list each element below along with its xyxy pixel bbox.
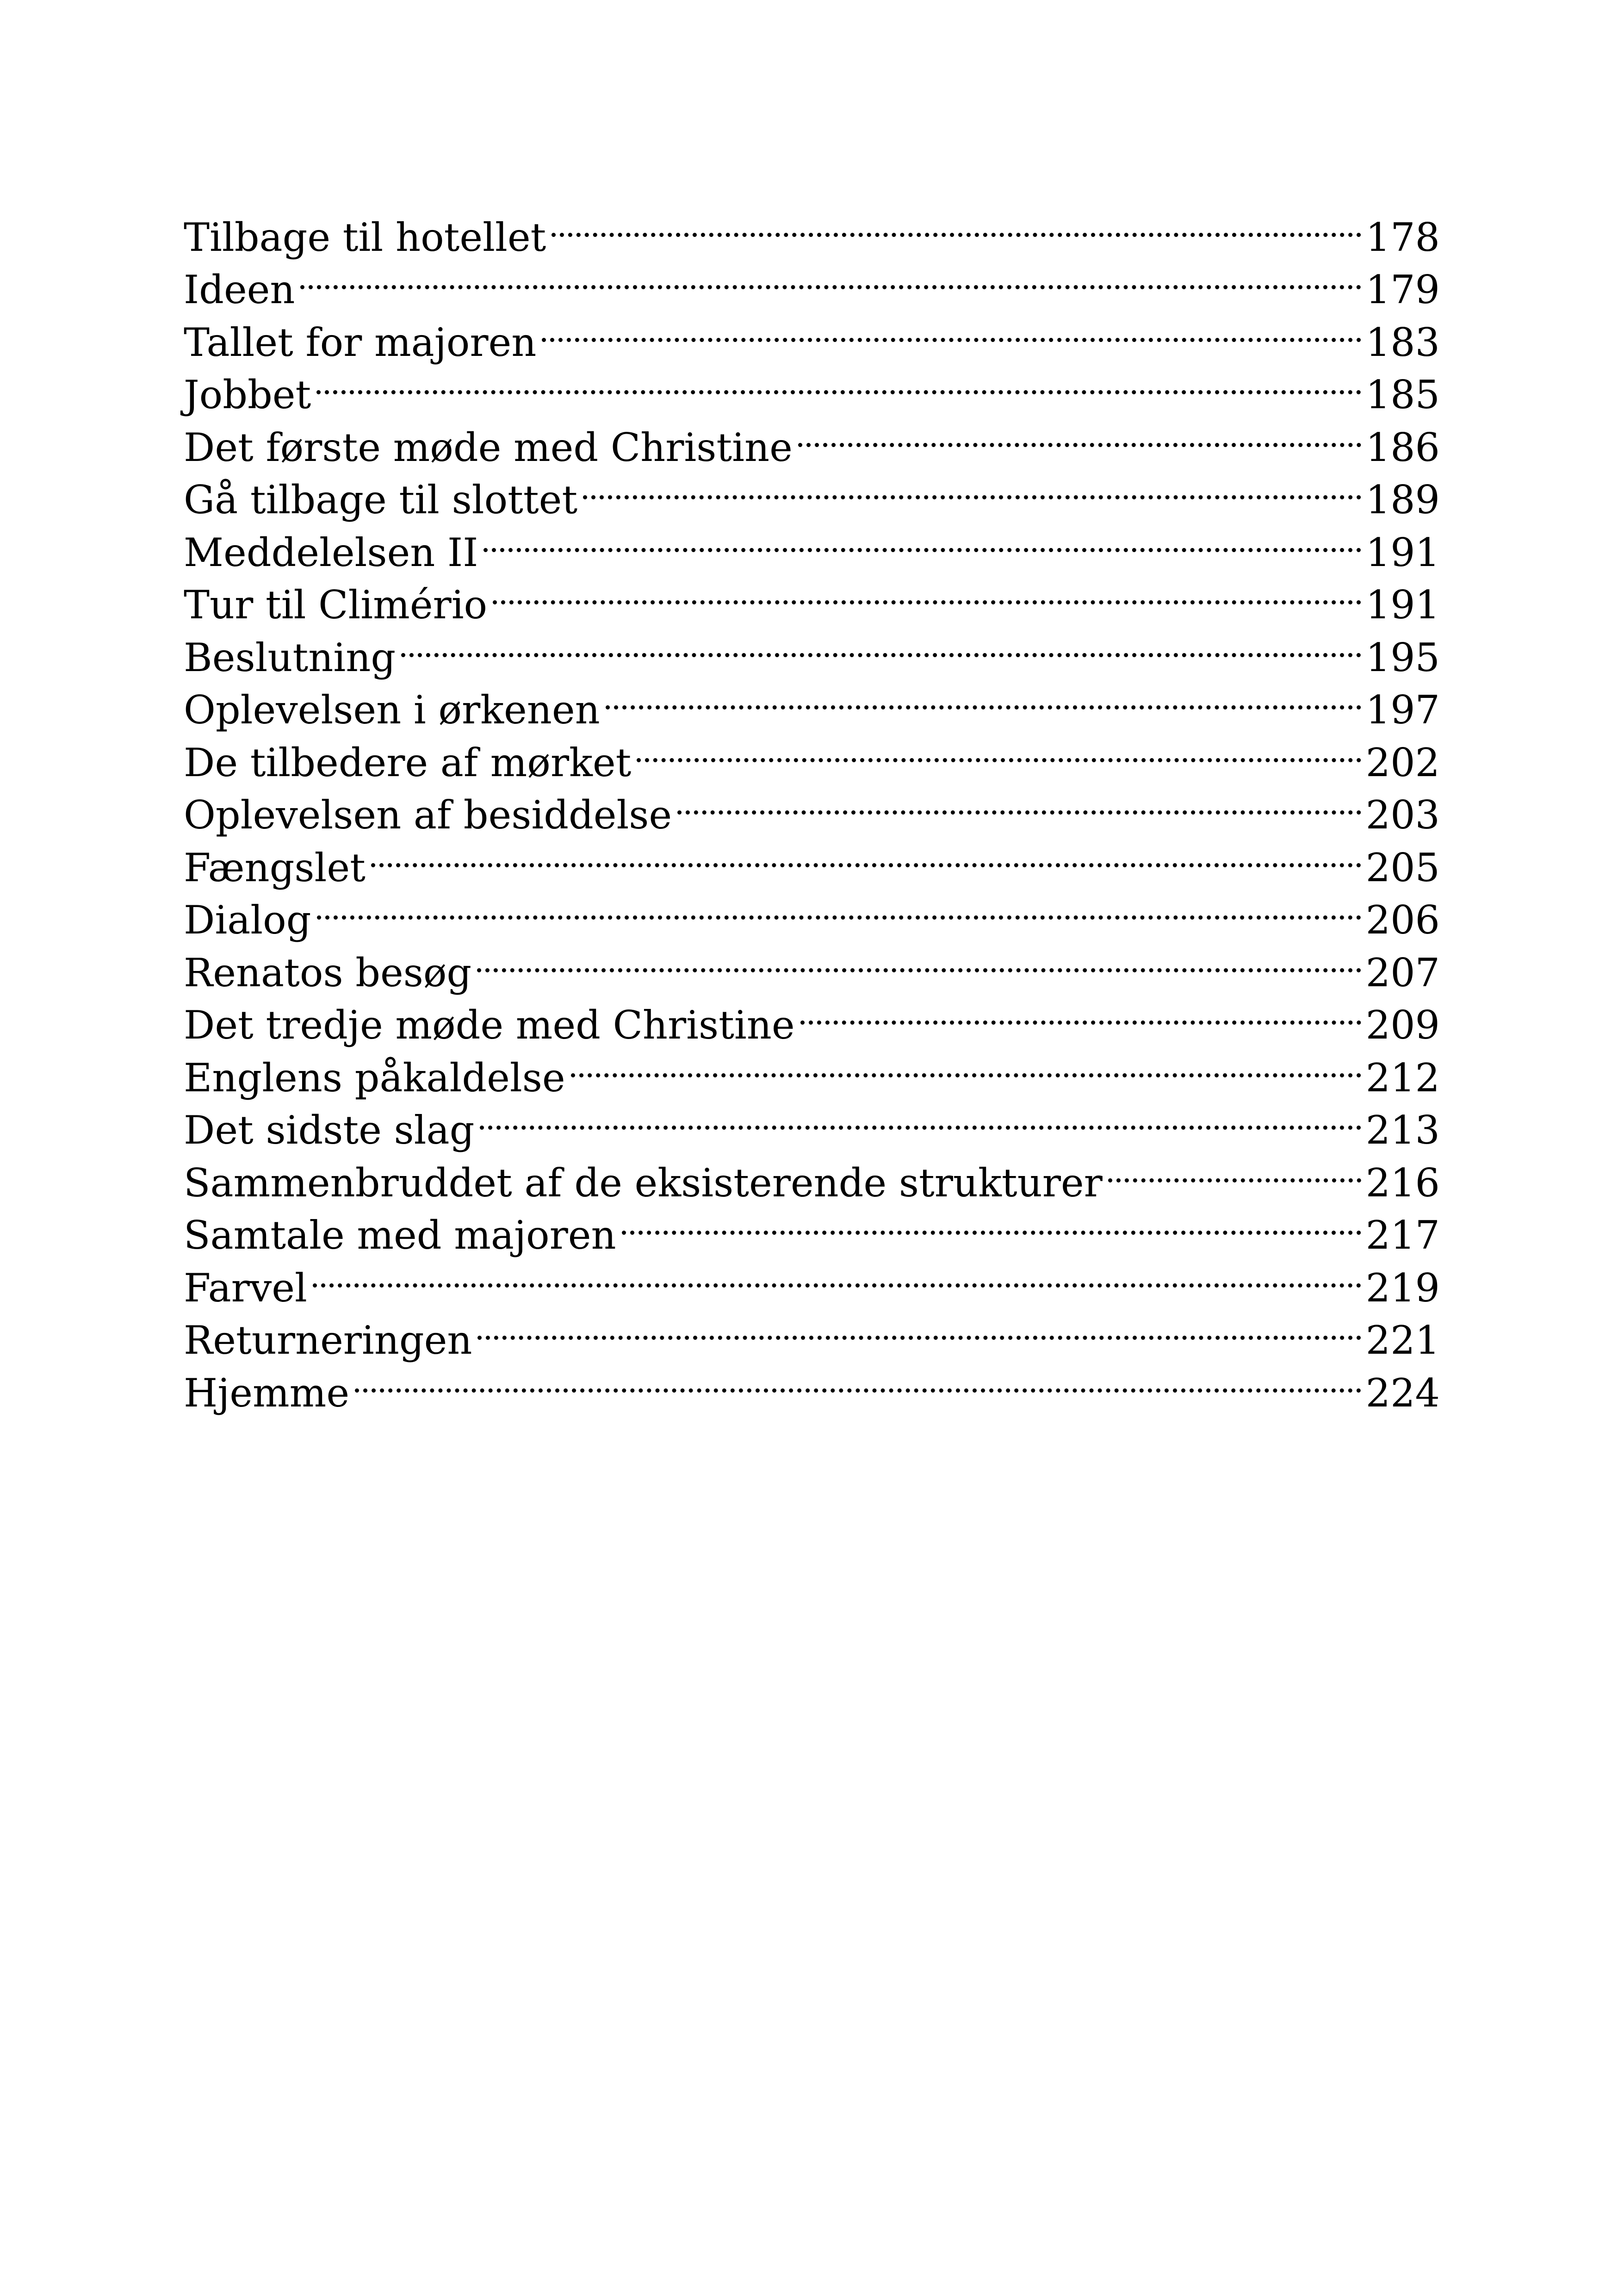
dot-leader — [493, 566, 1361, 619]
toc-entry-page-number: 185 — [1365, 372, 1440, 417]
toc-entry — [184, 1301, 1440, 1363]
toc-entry-title: Samtale med majoren — [184, 1213, 616, 1258]
toc-entry-page-number: 221 — [1365, 1318, 1440, 1363]
dot-leader — [300, 251, 1361, 304]
toc-entry-title: Oplevelsen af besiddelse — [184, 792, 672, 838]
dot-leader — [477, 933, 1361, 986]
toc-entry-title: Sammenbruddet af de eksisterende strukturer — [184, 1160, 1103, 1206]
toc-entry-title: Meddelelsen II — [184, 529, 478, 575]
toc-entry-title: Dialog — [184, 897, 311, 943]
toc-entry-title: De tilbedere af mørket — [184, 740, 632, 785]
toc-entry-page-number: 203 — [1365, 792, 1440, 838]
toc-entry-page-number: 207 — [1365, 950, 1440, 996]
toc-entry-page-number: 186 — [1365, 424, 1440, 470]
toc-entry-page-number: 202 — [1365, 740, 1440, 785]
dot-leader — [371, 828, 1361, 881]
toc-entry-page-number: 209 — [1365, 1002, 1440, 1048]
dot-leader — [317, 881, 1361, 934]
toc-entry-page-number: 206 — [1365, 897, 1440, 943]
toc-entry-title: Det tredje møde med Christine — [184, 1002, 795, 1048]
toc-entry-page-number: 191 — [1365, 529, 1440, 575]
toc-entry-page-number: 216 — [1365, 1160, 1440, 1206]
dot-leader — [677, 776, 1361, 829]
dot-leader — [606, 671, 1361, 724]
toc-entry-title: Beslutning — [184, 635, 396, 680]
toc-entry-page-number: 224 — [1365, 1370, 1440, 1416]
dot-leader — [484, 513, 1361, 566]
toc-entry-title: Ideen — [184, 267, 295, 312]
dot-leader — [316, 356, 1361, 409]
toc-entry-title: Gå tilbage til slottet — [184, 477, 578, 523]
toc-entry-title: Jobbet — [184, 372, 311, 417]
toc-entry-title: Farvel — [184, 1265, 307, 1311]
toc-entry — [184, 408, 1440, 470]
toc-entry — [184, 303, 1440, 365]
toc-entry — [184, 881, 1440, 943]
table-of-contents — [184, 198, 1440, 1416]
dot-leader — [798, 408, 1361, 461]
toc-entry-page-number: 213 — [1365, 1108, 1440, 1153]
toc-entry — [184, 251, 1440, 312]
toc-entry — [184, 933, 1440, 996]
dot-leader — [355, 1354, 1361, 1406]
dot-leader — [637, 723, 1361, 776]
dot-leader — [1108, 1144, 1361, 1196]
toc-entry-page-number: 205 — [1365, 845, 1440, 890]
dot-leader — [622, 1196, 1361, 1249]
toc-entry — [184, 1249, 1440, 1311]
toc-entry-page-number: 219 — [1365, 1265, 1440, 1311]
toc-entry-title: Renatos besøg — [184, 950, 472, 996]
toc-entry-page-number: 191 — [1365, 582, 1440, 628]
toc-entry — [184, 198, 1440, 260]
toc-entry-title: Fængslet — [184, 845, 366, 890]
toc-entry-title: Tur til Climério — [184, 582, 488, 628]
dot-leader — [480, 1091, 1361, 1144]
toc-entry-page-number: 183 — [1365, 319, 1440, 365]
toc-entry-page-number: 178 — [1365, 214, 1440, 260]
toc-entry-page-number: 217 — [1365, 1213, 1440, 1258]
toc-entry — [184, 1354, 1440, 1416]
dot-leader — [552, 198, 1361, 251]
dot-leader — [542, 303, 1361, 356]
toc-entry-page-number: 195 — [1365, 635, 1440, 680]
toc-entry-page-number: 212 — [1365, 1055, 1440, 1101]
dot-leader — [477, 1301, 1361, 1354]
toc-entry-title: Englens påkaldelse — [184, 1055, 565, 1101]
toc-entry-title: Tallet for majoren — [184, 319, 537, 365]
toc-entry-title: Oplevelsen i ørkenen — [184, 687, 600, 733]
toc-entry-page-number: 197 — [1365, 687, 1440, 733]
toc-entry-title: Returneringen — [184, 1318, 472, 1363]
toc-entry — [184, 356, 1440, 417]
dot-leader — [800, 986, 1361, 1039]
toc-entry-title: Det sidste slag — [184, 1108, 475, 1153]
toc-entry-page-number: 189 — [1365, 477, 1440, 523]
toc-entry-title: Hjemme — [184, 1370, 350, 1416]
toc-entry-title: Det første møde med Christine — [184, 424, 793, 470]
toc-entry — [184, 828, 1440, 890]
dot-leader — [401, 618, 1361, 671]
toc-entry-title: Tilbage til hotellet — [184, 214, 546, 260]
toc-entry-page-number: 179 — [1365, 267, 1440, 312]
dot-leader — [583, 461, 1361, 514]
dot-leader — [313, 1249, 1361, 1301]
dot-leader — [571, 1039, 1361, 1091]
